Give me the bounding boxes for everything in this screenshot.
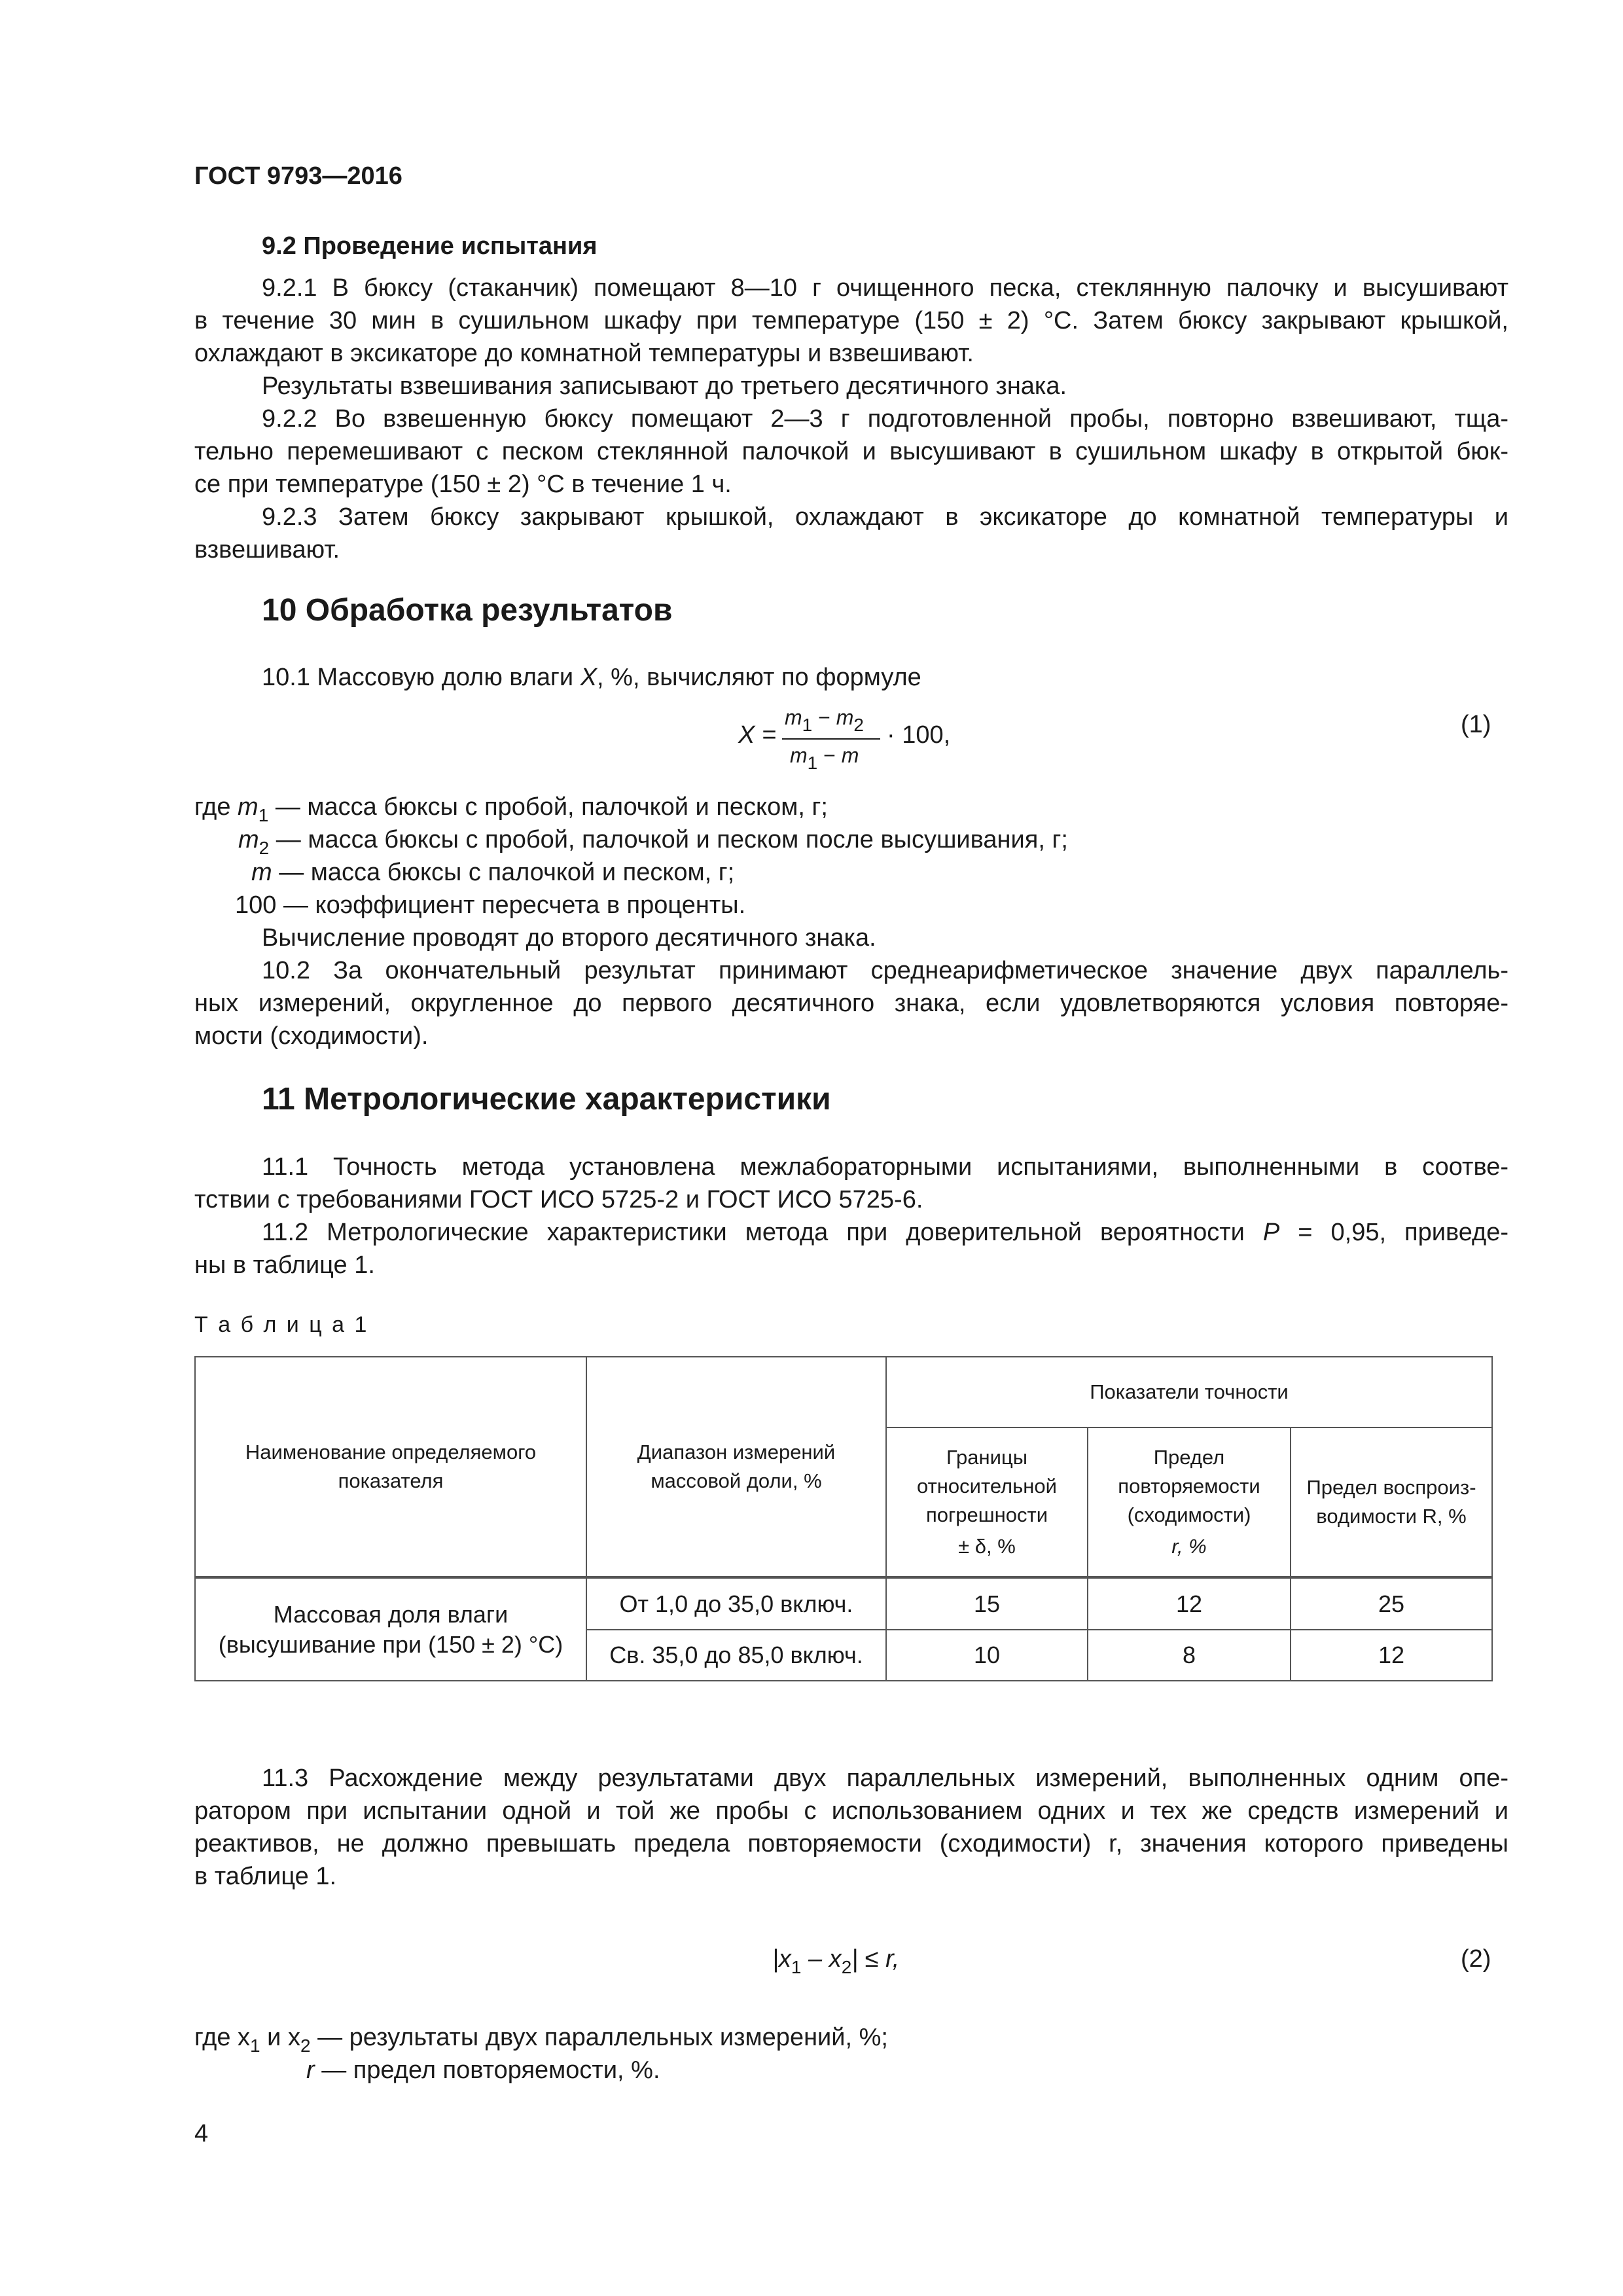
formula-2-number: (2)	[1461, 1945, 1491, 1973]
paragraph-10-2-line: мости (сходимости).	[194, 1022, 429, 1050]
document-id: ГОСТ 9793—2016	[194, 162, 402, 190]
table-head-name: Наименование определяемого показателя	[194, 1356, 587, 1577]
paragraph-9-2-2-line: 9.2.2 Во взвешенную бюксу помещают 2—3 г подготовленной пробы, повторно взвешивают, тща-	[262, 405, 1508, 433]
table-row-name: Массовая доля влаги (высушивание при (150 ± 2) °С)	[194, 1577, 587, 1681]
table-head-range: Диапазон измерений массовой доли, %	[586, 1356, 887, 1577]
paragraph-11-1-line: 11.1 Точность метода установлена межлабораторными испытаниями, выполненными в соотве-	[262, 1153, 1508, 1181]
paragraph-calc: Вычисление проводят до второго десятичного знака.	[262, 924, 876, 952]
section-11-title: 11 Метрологические характеристики	[262, 1082, 831, 1117]
where-item-100: 100 — коэффициент пересчета в проценты.	[235, 891, 746, 919]
formula-1-rhs: · 100,	[887, 721, 951, 749]
paragraph-11-3-line: 11.3 Расхождение между результатами двух параллельных измерений, выполненных одним опе-	[262, 1765, 1508, 1792]
paragraph-9-2-2-line: тельно перемешивают с песком стеклянной палочкой и высушивают в сушильном шкафу в открытой бюк-	[194, 438, 1508, 465]
paragraph-10-2-line: ных измерений, округленное до первого десятичного знака, если удовлетворяются условия повторяе-	[194, 990, 1508, 1017]
paragraph-9-2-1-line: 9.2.1 В бюксу (стаканчик) помещают 8—10 г очищенного песка, стеклянную палочку и высушивают	[262, 274, 1508, 302]
paragraph-11-3-line: в таблице 1.	[194, 1863, 337, 1890]
table-head-group: Показатели точности	[885, 1356, 1493, 1428]
formula-1-numerator: m1 − m2	[785, 706, 864, 735]
table-row-range: Св. 35,0 до 85,0 включ.	[586, 1629, 887, 1681]
paragraph-10-2-line: 10.2 За окончательный результат принимают среднеарифметическое значение двух параллель-	[262, 957, 1508, 984]
table-row-r: 12	[1087, 1577, 1291, 1630]
paragraph-9-2-3-line: взвешивают.	[194, 536, 340, 564]
formula-2: $|x_1 - x_2| \le r$,	[772, 1945, 900, 1977]
paragraph-9-2-3-line: 9.2.3 Затем бюксу закрывают крышкой, охлаждают в эксикаторе до комнатной температуры и	[262, 503, 1508, 531]
paragraph-9-2-1-line: в течение 30 мин в сушильном шкафу при температуре (150 ± 2) °С. Затем бюксу закрывают крышкой,	[194, 307, 1508, 334]
where2-line2: r — предел повторяемости, %.	[306, 2056, 660, 2084]
paragraph-9-2-1-note: Результаты взвешивания записывают до третьего десятичного знака.	[262, 372, 1067, 400]
table-row-R: 25	[1290, 1577, 1493, 1630]
formula-1-number: (1)	[1461, 711, 1491, 738]
section-10-title: 10 Обработка результатов	[262, 593, 673, 628]
table-head-col2: Предел повторяемости (сходимости) r, %	[1087, 1427, 1291, 1577]
table-caption: Т а б л и ц а 1	[194, 1312, 369, 1337]
table-head-col3: Предел воспроиз-водимости R, %	[1290, 1427, 1493, 1577]
formula-1-fraction-bar	[782, 738, 880, 740]
paragraph-11-3-line: ратором при испытании одной и той же пробы с использованием одних и тех же средств измерений и	[194, 1797, 1508, 1825]
table-row-delta: 10	[885, 1629, 1088, 1681]
paragraph-11-2-line: 11.2 Метрологические характеристики метода при доверительной вероятности P = 0,95, приведе-	[262, 1219, 1508, 1246]
where2-line1: где $x_1$ и $x_2$ — результаты двух параллельных измерений, %;	[194, 2024, 888, 2056]
table-row-range: От 1,0 до 35,0 включ.	[586, 1577, 887, 1630]
where-item-m2: $m_2$ — масса бюксы с пробой, палочкой и песком после высушивания, г;	[238, 826, 1068, 858]
paragraph-11-1-line: тствии с требованиями ГОСТ ИСО 5725-2 и ГОСТ ИСО 5725-6.	[194, 1186, 923, 1213]
table-row-R: 12	[1290, 1629, 1493, 1681]
paragraph-9-2-2-line: се при температуре (150 ± 2) °С в течение 1 ч.	[194, 471, 732, 498]
page-number: 4	[194, 2120, 209, 2147]
paragraph-11-2-line: ны в таблице 1.	[194, 1251, 375, 1279]
section-9-2-title: 9.2 Проведение испытания	[262, 232, 597, 260]
table-head-col1: Границы относительной погрешности ± δ, %	[885, 1427, 1088, 1577]
formula-1-lhs: X =	[738, 721, 777, 749]
where-item-m: m — масса бюксы с палочкой и песком, г;	[251, 859, 735, 886]
paragraph-10-1: 10.1 Массовую долю влаги X, %, вычисляют по формуле	[262, 664, 921, 691]
table-row-delta: 15	[885, 1577, 1088, 1630]
paragraph-9-2-1-line: охлаждают в эксикаторе до комнатной температуры и взвешивают.	[194, 340, 974, 367]
where-item-m1: где $m_1$ — масса бюксы с пробой, палочкой и песком, г;	[194, 793, 828, 825]
table-row-r: 8	[1087, 1629, 1291, 1681]
paragraph-11-3-line: реактивов, не должно превышать предела повторяемости (сходимости) r, значения которого приведены	[194, 1830, 1508, 1857]
formula-1-denominator: m1 − m	[790, 744, 859, 773]
formula-1-fraction	[782, 706, 880, 778]
